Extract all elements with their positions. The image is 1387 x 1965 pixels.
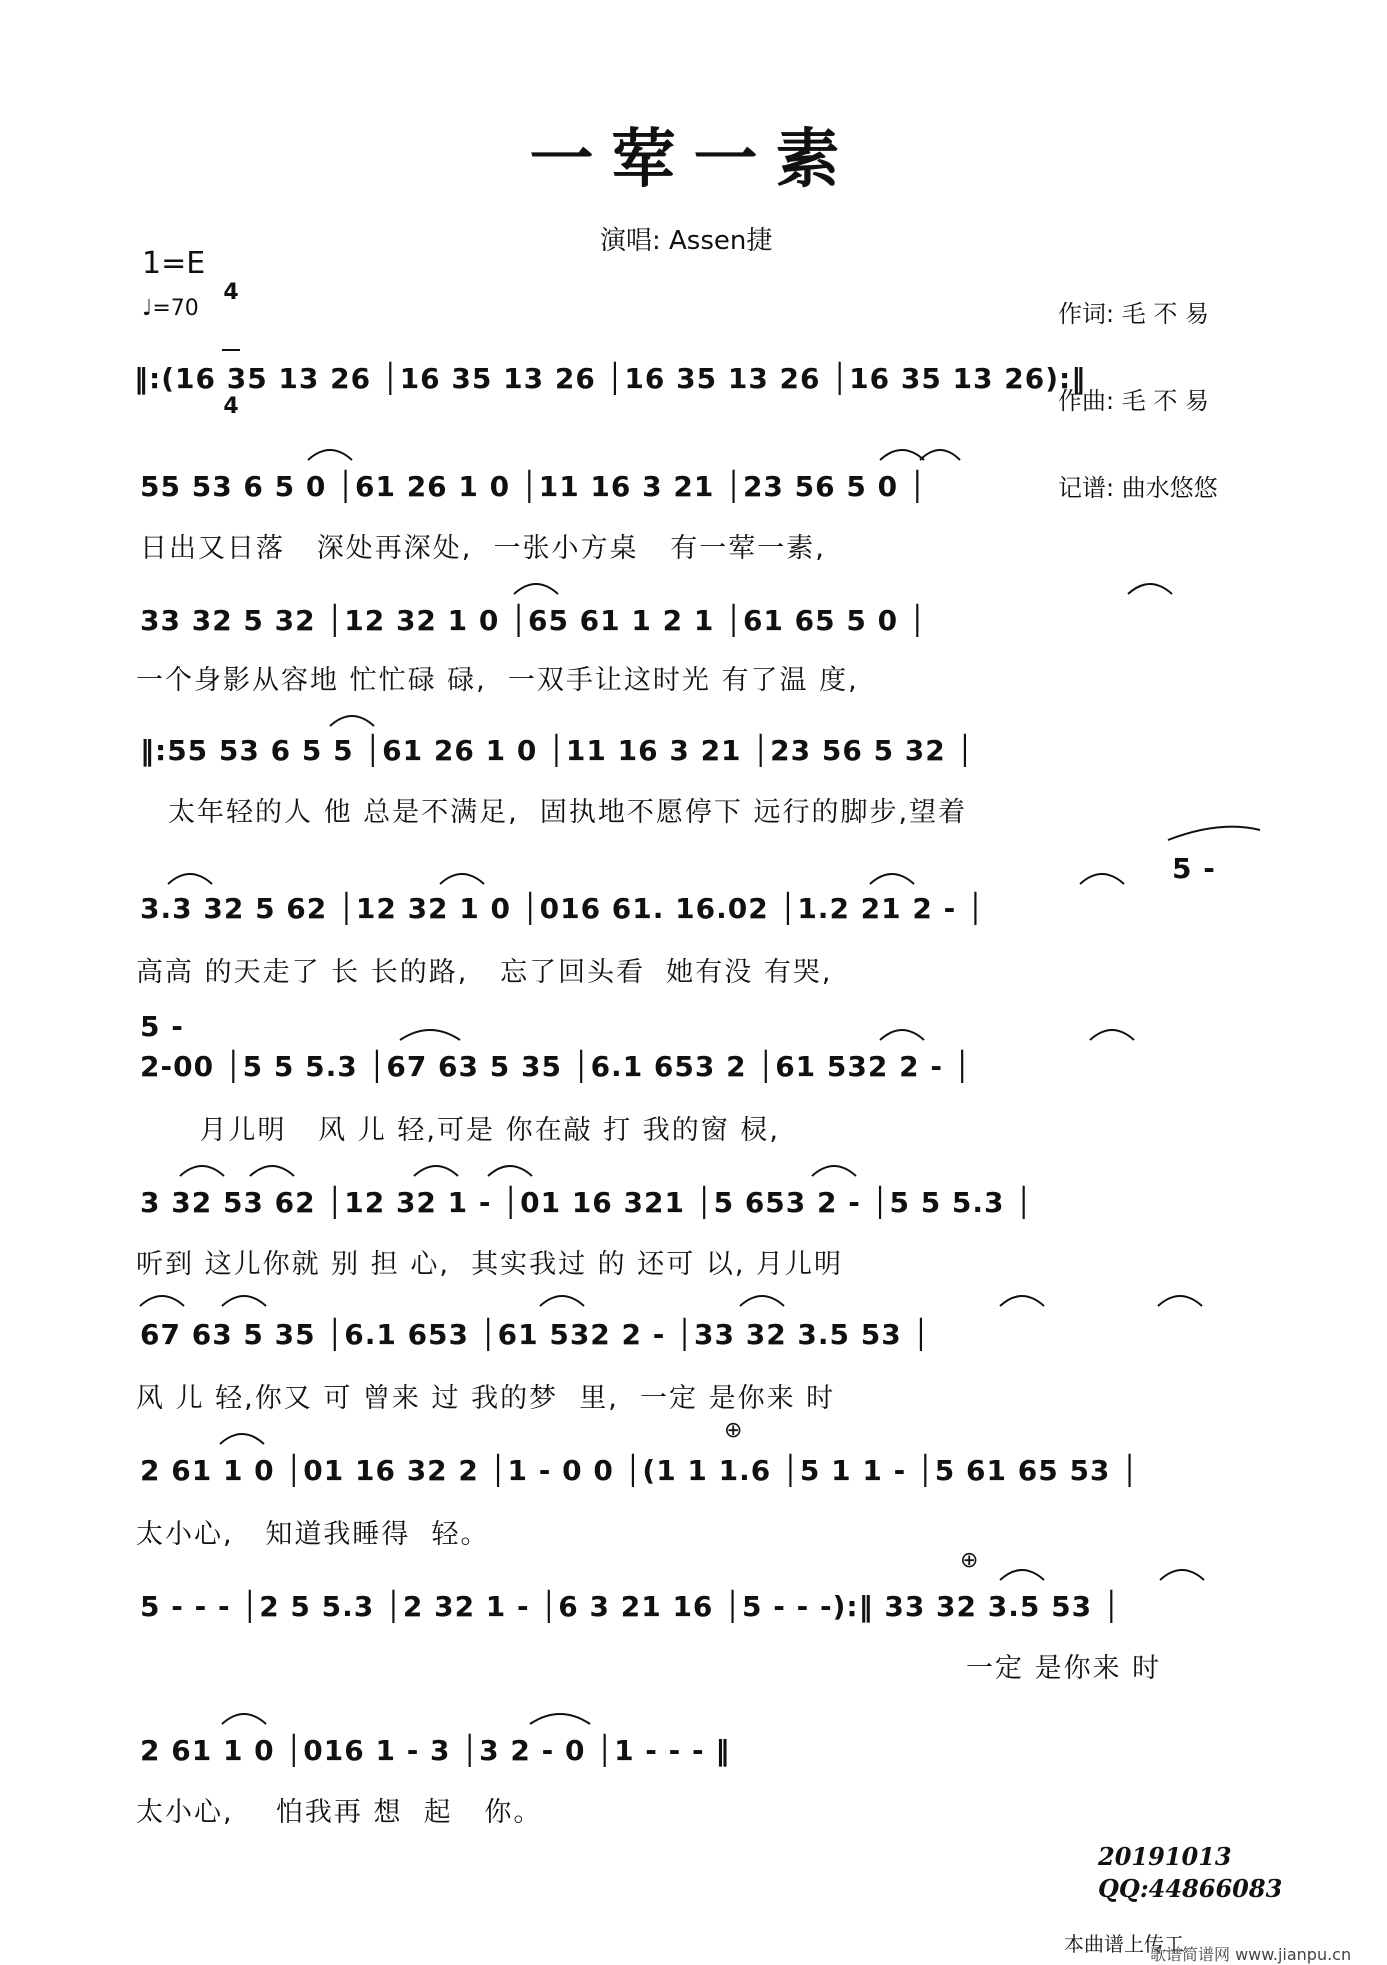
system-11-notes: 2 61 1 0 │016 1 - 3 │3 2 - 0 │1 - - - ‖ (140, 1734, 731, 1767)
system-8-notes: 67 63 5 35 │6.1 653 │61 532 2 - │33 32 3.5 53 │ (140, 1318, 931, 1351)
watermark-text: 歌谱简谱网 www.jianpu.cn (1150, 1945, 1352, 1964)
system-6-notes: 2-00 │5 5 5.3 │67 63 5 35 │6.1 653 2 │61 532 2 - │ (140, 1050, 972, 1083)
time-signature-bottom: 4 (223, 394, 239, 419)
system-1-notes: ‖:(16 35 13 26 │16 35 13 26 │16 35 13 26 │16 35 13 26):‖ (134, 362, 1087, 395)
coda-sign-1: ⊕ (724, 1418, 743, 1443)
system-5-notes: 3.3 32 5 62 │12 32 1 0 │016 61. 16.02 │1.2 21 2 - │ (140, 892, 985, 925)
system-9-lyrics: 太小心, 知道我睡得 轻。 (136, 1519, 490, 1550)
tempo-marking: ♩=70 (142, 296, 199, 321)
song-title: 一荤一素 (529, 122, 858, 197)
system-10-notes: 5 - - - │2 5 5.3 │2 32 1 - │6 3 21 16 │5 - - -):‖ 33 32 3.5 53 │ (140, 1590, 1121, 1623)
system-11-lyrics: 太小心, 怕我再 想 起 你。 (136, 1797, 543, 1828)
system-3-notes: 33 32 5 32 │12 32 1 0 │65 61 1 2 1 │61 65 5 0 │ (140, 604, 927, 637)
coda-sign-2: ⊕ (960, 1548, 979, 1573)
system-7-lyrics: 听到 这儿你就 别 担 心, 其实我过 的 还可 以, 月儿明 (136, 1249, 843, 1280)
qq-stamp: QQ:44866083 (1098, 1874, 1283, 1903)
date-stamp: 20191013 (1098, 1842, 1232, 1871)
transcriber-credit: 记谱: 曲水悠悠 (1058, 474, 1218, 502)
system-5-lyrics: 高高 的天走了 长 长的路, 忘了回头看 她有没 有哭, (136, 957, 833, 988)
system-4-notes: ‖:55 53 6 5 5 │61 26 1 0 │11 16 3 21 │23 56 5 32 │ (140, 734, 975, 767)
system-4-lyrics: 太年轻的人 他 总是不满足, 固执地不愿停下 远行的脚步,望着 (168, 797, 968, 828)
lyricist-credit: 作词: 毛 不 易 (1058, 300, 1209, 328)
system-2-lyrics: 日出又日落 深处再深处, 一张小方桌 有一荤一素, (140, 533, 826, 564)
time-signature-top: 4 (223, 280, 239, 305)
composer-credit: 作曲: 毛 不 易 (1058, 387, 1209, 415)
footer-text: 本曲谱上传工 (1064, 1932, 1184, 1956)
system-9-notes: 2 61 1 0 │01 16 32 2 │1 - 0 0 │(1 1 1.6 │5 1 1 - │5 61 65 53 │ (140, 1454, 1140, 1487)
system-6-lyrics: 月儿明 风 儿 轻,可是 你在敲 打 我的窗 棂, (136, 1115, 780, 1146)
system-7-notes: 3 32 53 62 │12 32 1 - │01 16 321 │5 653 2 - │5 5 5.3 │ (140, 1186, 1034, 1219)
system-2-notes: 55 53 6 5 0 │61 26 1 0 │11 16 3 21 │23 56 5 0 │ (140, 470, 927, 503)
system-8-lyrics: 风 儿 轻,你又 可 曾来 过 我的梦 里, 一定 是你来 时 (136, 1383, 836, 1414)
singer-credit: 演唱: Assen捷 (600, 226, 773, 256)
ending-alt-1: 5 - (1172, 852, 1216, 885)
system-10-lyrics: 一定 是你来 时 (966, 1653, 1162, 1684)
ending-alt-2: 5 - (140, 1010, 184, 1043)
key-signature: 1=E (142, 246, 206, 281)
system-3-lyrics: 一个身影从容地 忙忙碌 碌, 一双手让这时光 有了温 度, (136, 665, 859, 696)
